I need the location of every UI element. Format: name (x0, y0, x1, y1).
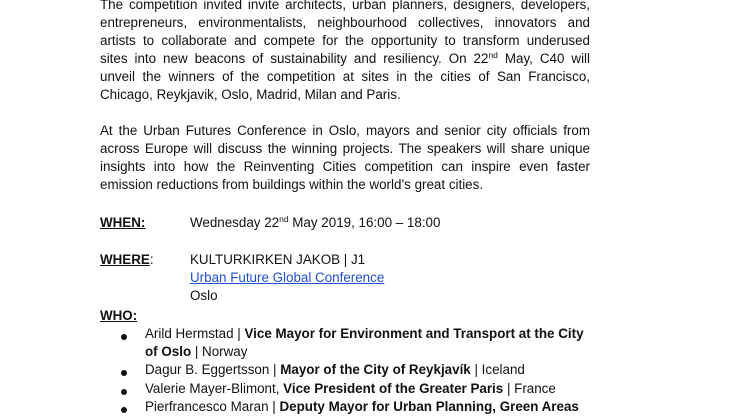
para1-line2: entrepreneurs, environmentalists, neighbourhood collectives, innovators and (100, 15, 590, 30)
who-item-3: Valerie Mayer-Blimont, Vice President of the Greater Paris | France (145, 381, 556, 396)
para1-line3: artists to collaborate and compete for the opportunity to transform underused (100, 33, 590, 48)
who-item-2: Dagur B. Eggertsson | Mayor of the City of Reykjavík | Iceland (145, 362, 525, 377)
who-item-1-cont: of Oslo | Norway (145, 344, 248, 359)
bullet-icon (121, 370, 127, 376)
para2-line3: insights into how the Reinventing Cities competition can inspire even faster (100, 159, 590, 174)
para1-line1: The competition invited invite architects, urban planners, designers, developers, (100, 0, 590, 12)
para1-line6: Chicago, Reykjavik, Oslo, Madrid, Milan and Paris. (100, 87, 401, 102)
conference-link[interactable]: Urban Future Global Conference (190, 270, 385, 285)
bullet-icon (121, 334, 127, 340)
where-label: WHERE: (100, 252, 154, 267)
who-label: WHO: (100, 308, 138, 323)
para1-line5: unveil the winners of the competition at sites in the cities of San Francisco, (100, 69, 590, 84)
where-city: Oslo (190, 288, 218, 303)
where-venue: KULTURKIRKEN JAKOB | J1 (190, 252, 366, 267)
who-item-4: Pierfrancesco Maran | Deputy Mayor for Urban Planning, Green Areas (145, 399, 579, 414)
para2-line2: across Europe will discuss the winning projects. The speakers will share unique (100, 141, 590, 156)
who-item-1: Arild Hermstad | Vice Mayor for Environment and Transport at the City (145, 326, 584, 341)
para1-line4: sites into new beacons of sustainability and resiliency. On 22nd May, C40 will (100, 50, 590, 66)
para2-line4: emission reductions from buildings within the world’s great cities. (100, 177, 484, 192)
bullet-icon (121, 389, 127, 395)
when-label: WHEN: (100, 215, 146, 230)
when-value: Wednesday 22nd May 2019, 16:00 – 18:00 (190, 214, 441, 230)
para2-line1: At the Urban Futures Conference in Oslo, mayors and senior city officials from (100, 123, 590, 138)
bullet-icon (121, 407, 127, 413)
where-conference-link[interactable] (190, 269, 384, 287)
